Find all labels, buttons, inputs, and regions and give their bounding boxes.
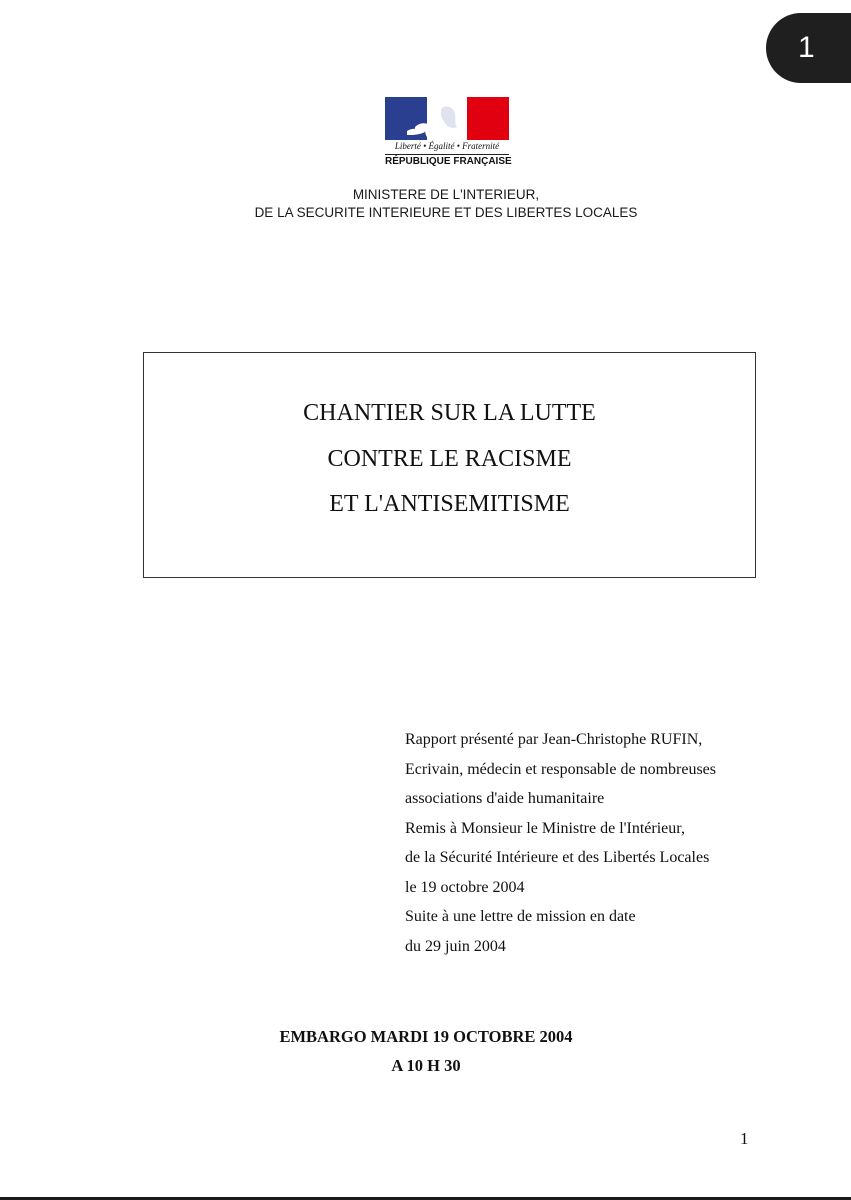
ministry-header	[200, 186, 692, 222]
title-line: ET L'ANTISEMITISME	[329, 491, 570, 517]
page-indicator-badge: 1	[766, 13, 851, 83]
marianne-flag-icon	[385, 97, 509, 140]
title-box	[143, 352, 756, 578]
report-details	[405, 725, 845, 961]
ministry-line: DE LA SECURITE INTERIEURE ET DES LIBERTES LOCALES	[254, 205, 638, 220]
logo-republic-label: RÉPUBLIQUE FRANÇAISE	[385, 156, 512, 167]
ministry-line: MINISTERE DE L'INTERIEUR,	[352, 187, 540, 202]
page-number: 1	[740, 1129, 749, 1148]
marianne-logo	[385, 97, 512, 175]
report-line: Remis à Monsieur le Ministre de l'Intérieur,	[405, 819, 685, 837]
title-line: CHANTIER SUR LA LUTTE	[303, 400, 596, 426]
embargo-date: EMBARGO MARDI 19 OCTOBRE 2004	[279, 1027, 573, 1046]
report-line: Rapport présenté par Jean-Christophe RUFIN,	[405, 731, 703, 748]
embargo-notice	[270, 1022, 582, 1080]
logo-motto: Liberté • Égalité • Fraternité	[394, 141, 500, 151]
report-line: associations d'aide humanitaire	[405, 790, 605, 807]
report-line: le 19 octobre 2004	[405, 878, 525, 896]
report-line: de la Sécurité Intérieure et des Libertés Locales	[405, 849, 710, 866]
report-line: Suite à une lettre de mission en date	[405, 908, 636, 925]
report-line: du 29 juin 2004	[405, 937, 506, 955]
title-line: CONTRE LE RACISME	[327, 446, 572, 472]
logo-divider	[385, 154, 509, 155]
embargo-time: A 10 H 30	[391, 1056, 461, 1075]
report-line: Ecrivain, médecin et responsable de nombreuses	[405, 760, 716, 778]
